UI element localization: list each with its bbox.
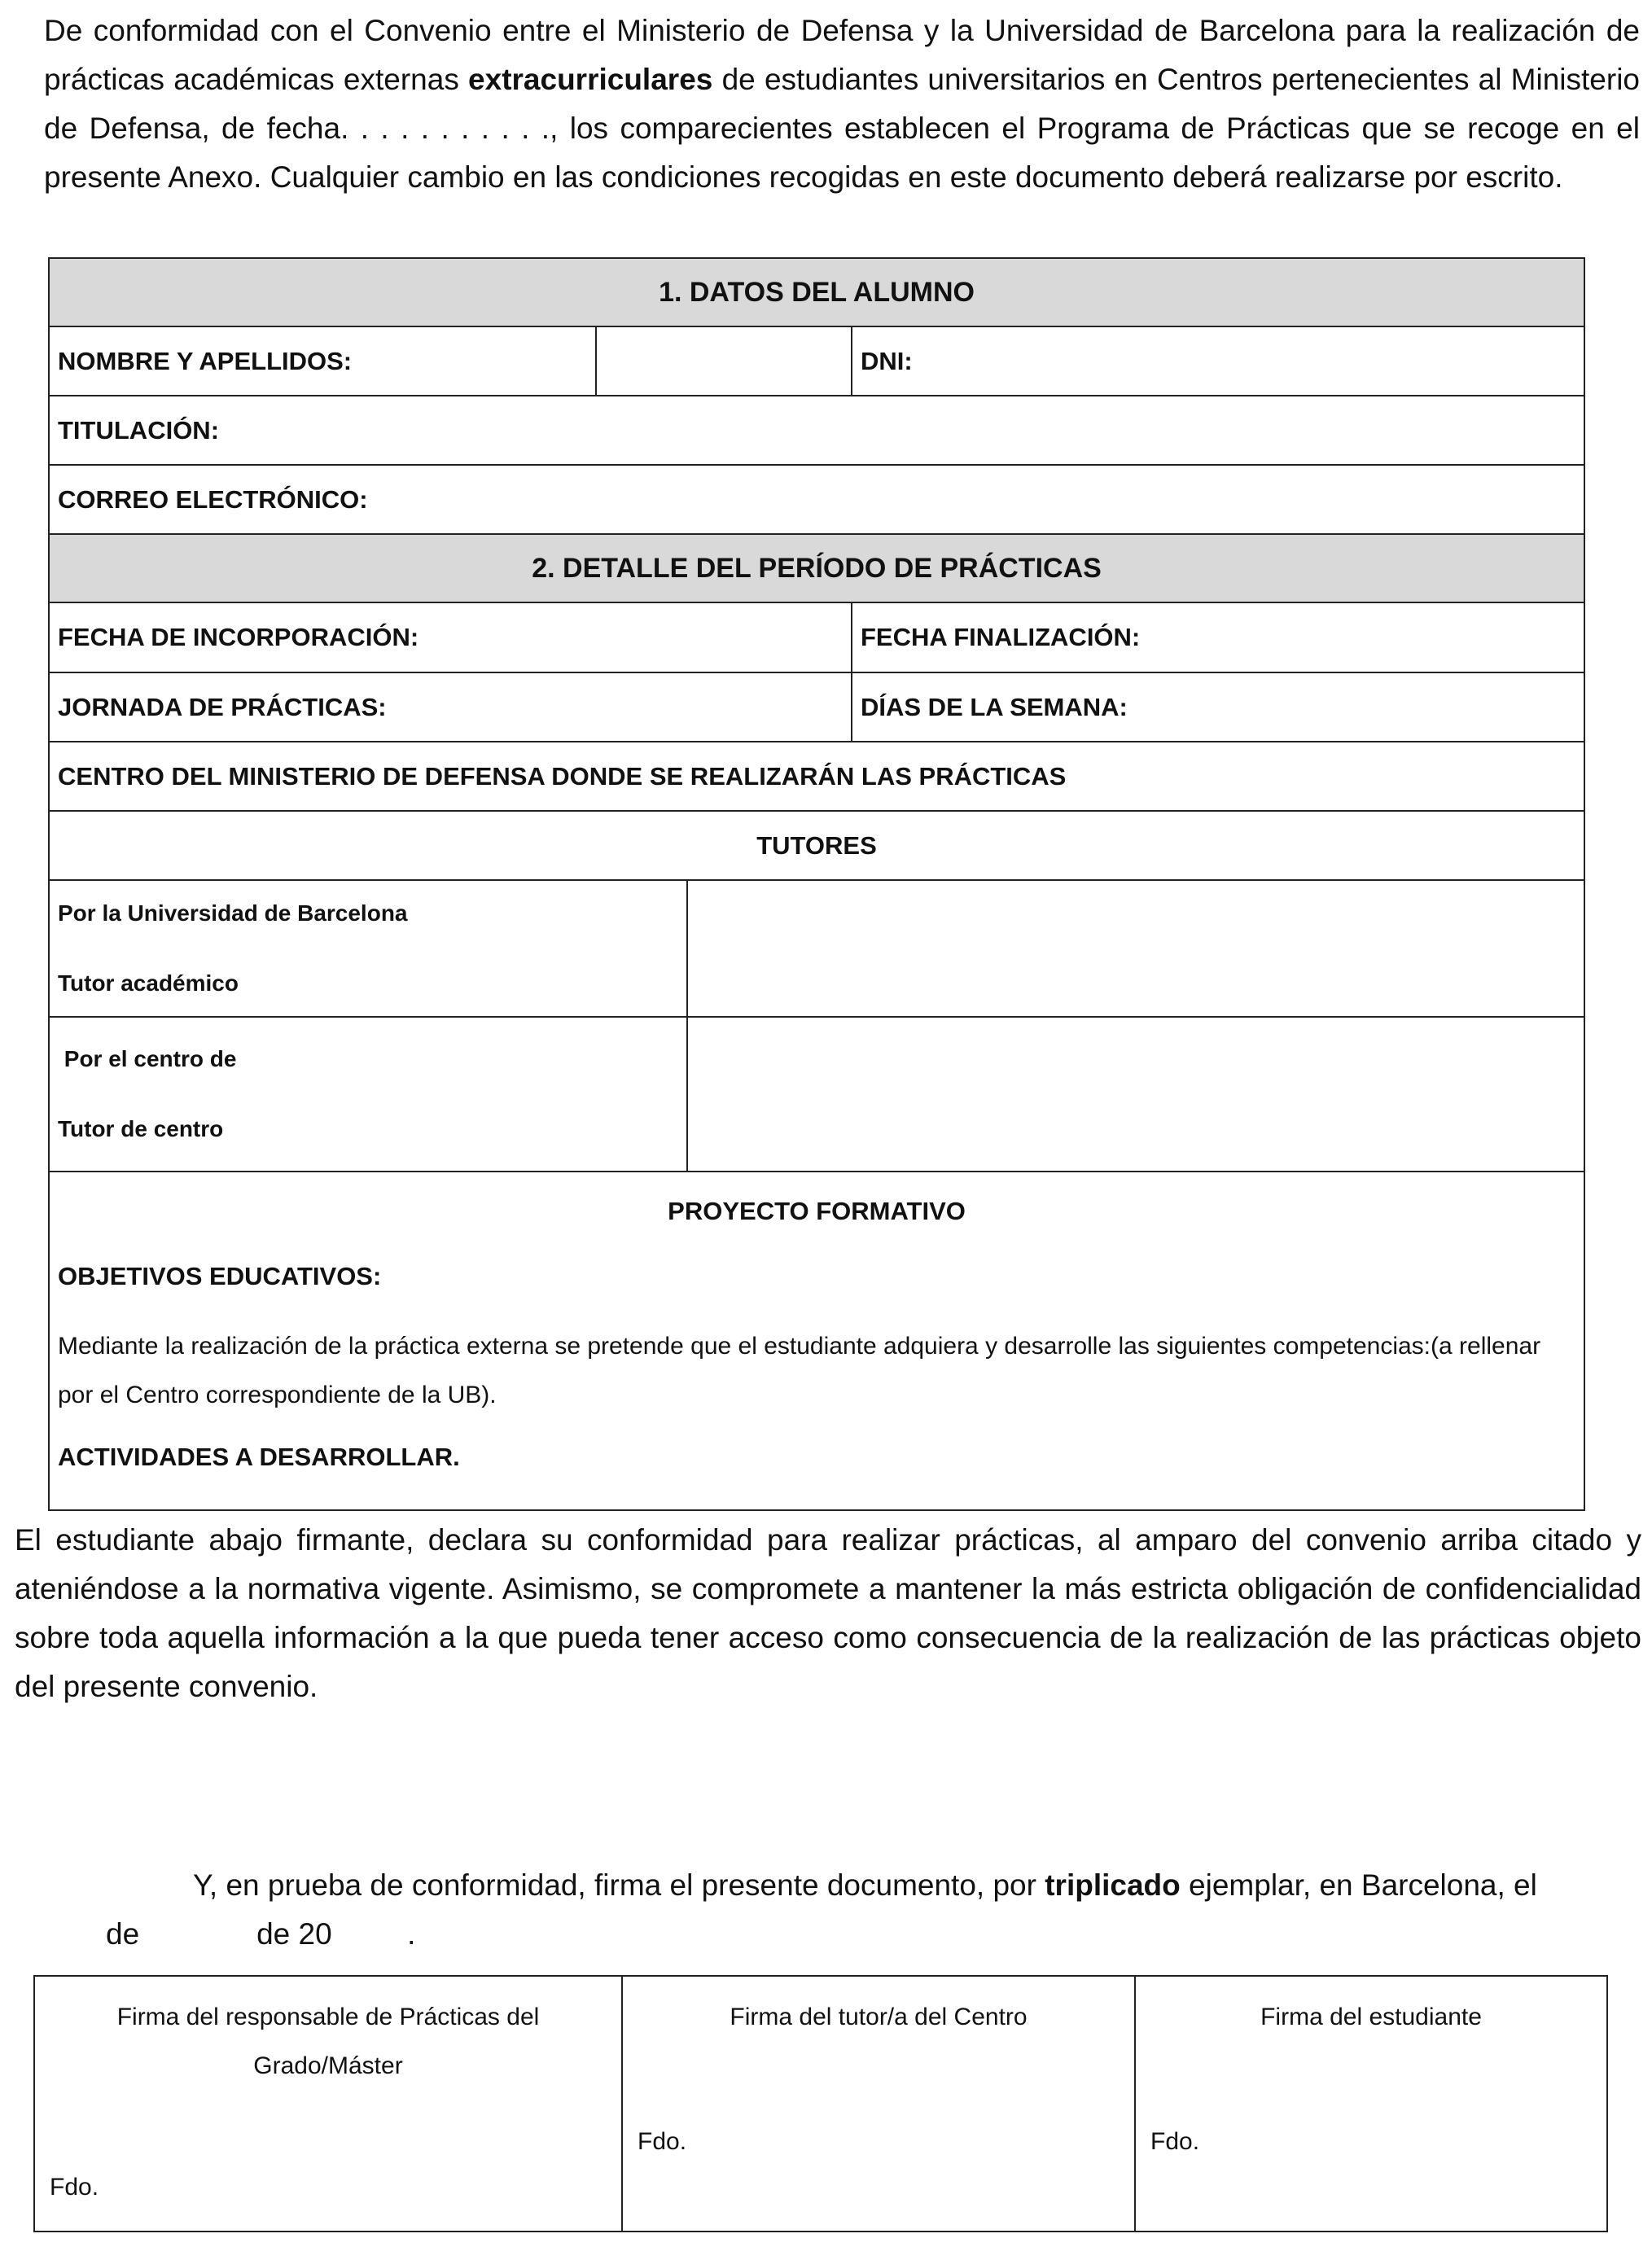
- signature-box-responsable[interactable]: [34, 1976, 622, 2232]
- practicas-form-table: [48, 257, 1585, 1511]
- titulacion-field[interactable]: [49, 396, 1584, 465]
- fdo-estudiante: Fdo.: [1150, 2128, 1200, 2155]
- objetivos-label: OBJETIVOS EDUCATIVOS:: [58, 1262, 382, 1290]
- jornada-field[interactable]: [49, 672, 852, 742]
- confirmation-text-2: ejemplar, en Barcelona, el: [1180, 1868, 1537, 1902]
- fecha-incorporacion-field[interactable]: [49, 602, 852, 672]
- actividades-label: ACTIVIDADES A DESARROLLAR.: [58, 1443, 460, 1471]
- titulacion-label: TITULACIÓN:: [58, 415, 220, 445]
- intro-bold-text: extracurriculares: [468, 63, 713, 96]
- objetivos-text: Mediante la realización de la práctica externa se pretende que el estudiante adquiera y desarrolle las siguientes competencias:(a rellenar por el Centro correspondiente de la UB).: [58, 1333, 1541, 1408]
- tutor-centro-field[interactable]: [687, 1017, 1584, 1172]
- tutores-header: TUTORES: [49, 811, 1584, 880]
- correo-field[interactable]: [49, 465, 1584, 534]
- tutor-academico-field[interactable]: [687, 880, 1584, 1017]
- confirmation-bold-text: triplicado: [1045, 1868, 1181, 1902]
- jornada-label: JORNADA DE PRÁCTICAS:: [58, 692, 387, 721]
- proyecto-formativo-title: PROYECTO FORMATIVO: [668, 1197, 966, 1225]
- dias-semana-field[interactable]: [852, 672, 1584, 742]
- proyecto-formativo-cell[interactable]: [49, 1172, 1584, 1510]
- dni-label: DNI:: [861, 346, 913, 375]
- confirmation-text-1: Y, en prueba de conformidad, firma el presente documento, por: [193, 1868, 1045, 1902]
- tutor-centro-line2: Tutor de centro: [58, 1116, 224, 1141]
- tutor-academico-label-cell: [49, 880, 687, 1017]
- intro-text-1: De conformidad con el Convenio entre el Ministerio de Defensa y la Universidad de Barcelona para la realización de prácticas académicas externas: [44, 14, 1640, 96]
- confirmation-paragraph: [193, 1861, 1642, 1910]
- signature-table: [33, 1975, 1608, 2232]
- fecha-incorporacion-label: FECHA DE INCORPORACIÓN:: [58, 623, 419, 651]
- section-detalle-periodo: 2. DETALLE DEL PERÍODO DE PRÁCTICAS: [49, 534, 1584, 602]
- fecha-finalizacion-field[interactable]: [852, 602, 1584, 672]
- tutor-ub-line2: Tutor académico: [58, 970, 239, 996]
- intro-paragraph: [44, 7, 1640, 202]
- intro-text-2: de estudiantes universitarios en Centros pertenecientes al Ministerio de Defensa, de fecha. . . . . . . . . . ., los comparecientes establecen el Programa de Prácticas que se recoge en el presente Anexo. Cualquier cambio en las condiciones recogidas en este documento deberá realizarse por escrito.: [44, 63, 1640, 194]
- centro-field[interactable]: [49, 742, 1584, 811]
- signature-title-estudiante: Firma del estudiante: [1260, 2004, 1482, 2030]
- correo-label: CORREO ELECTRÓNICO:: [58, 484, 368, 514]
- nombre-label: NOMBRE Y APELLIDOS:: [49, 326, 596, 396]
- signature-title-responsable: Firma del responsable de Prácticas del Grado/Máster: [116, 2004, 540, 2079]
- signature-title-tutor: Firma del tutor/a del Centro: [730, 2004, 1028, 2030]
- dni-field[interactable]: [852, 326, 1584, 396]
- fdo-responsable: Fdo.: [50, 2174, 99, 2201]
- dias-semana-label: DÍAS DE LA SEMANA:: [861, 692, 1128, 721]
- fdo-tutor: Fdo.: [638, 2128, 687, 2155]
- tutor-ub-line1: Por la Universidad de Barcelona: [58, 900, 408, 926]
- centro-label: CENTRO DEL MINISTERIO DE DEFENSA DONDE SE REALIZARÁN LAS PRÁCTICAS: [58, 761, 1067, 791]
- tutor-centro-label-cell: [49, 1017, 687, 1172]
- declaration-paragraph: El estudiante abajo firmante, declara su conformidad para realizar prácticas, al amparo del convenio arriba citado y ateniéndose a la normativa vigente. Asimismo, se compromete a mantener la más estricta obligación de confidencialidad sobre toda aquella información a la que pueda tener acceso como consecuencia de la realización de las prácticas objeto del presente convenio.: [15, 1523, 1641, 1703]
- signature-box-estudiante[interactable]: [1135, 1976, 1607, 2232]
- date-line: de de 20 .: [106, 1917, 416, 1951]
- fecha-finalizacion-label: FECHA FINALIZACIÓN:: [861, 623, 1141, 651]
- nombre-field[interactable]: [596, 326, 852, 396]
- signature-box-tutor[interactable]: [622, 1976, 1135, 2232]
- section-datos-alumno: 1. DATOS DEL ALUMNO: [49, 258, 1584, 326]
- tutor-centro-line1: Por el centro de: [58, 1046, 237, 1071]
